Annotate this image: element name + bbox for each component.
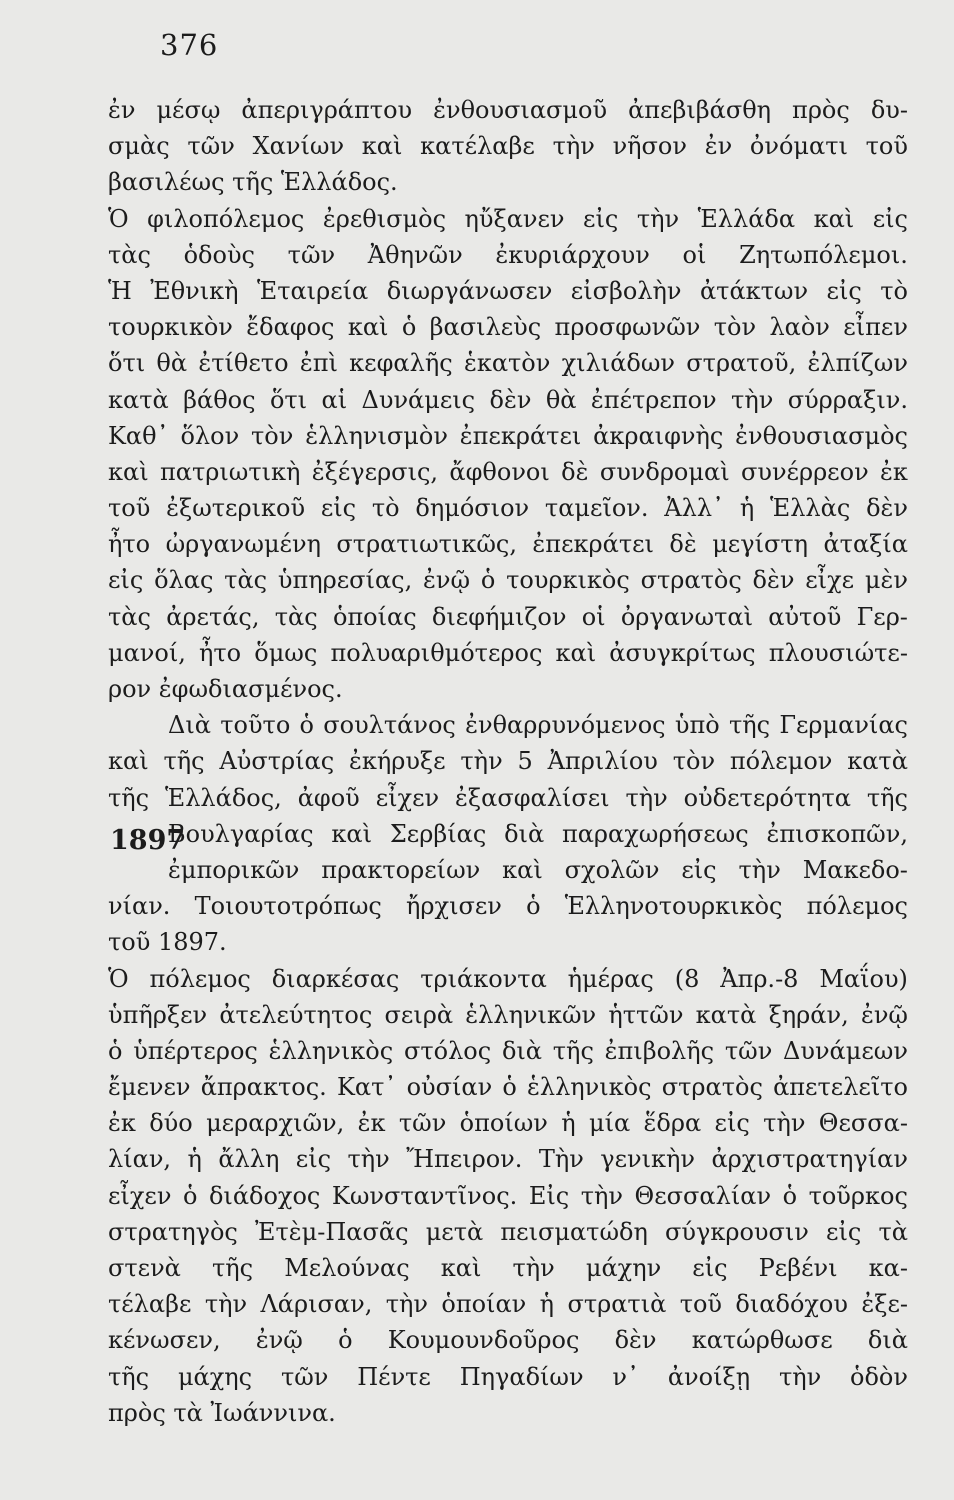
text-line: τὰς ἀρετάς, τὰς ὁποίας διεφήμιζον οἱ ὀργανωταὶ αὐτοῦ Γερ- bbox=[108, 602, 908, 631]
text-line: καὶ πατριωτικὴ ἐξέγερσις, ἄφθονοι δὲ συνδρομαὶ συνέρρεον ἐκ bbox=[108, 457, 908, 486]
text-line: Ἡ Ἐθνικὴ Ἑταιρεία διωργάνωσεν εἰσβολὴν ἀτάκτων εἰς τὸ bbox=[108, 276, 908, 305]
text-line: σμὰς τῶν Χανίων καὶ κατέλαβε τὴν νῆσον ἐν ὀνόματι τοῦ bbox=[108, 132, 908, 161]
page-number: 376 bbox=[160, 28, 219, 62]
text-line: ἐν μέσῳ ἀπεριγράπτου ἐνθουσιασμοῦ ἀπεβιβάσθη πρὸς δυ- bbox=[108, 96, 908, 124]
text-line: καὶ τῆς Αὐστρίας ἐκήρυξε τὴν 5 Ἀπριλίου τὸν πόλεμον κατὰ bbox=[108, 747, 908, 776]
text-line: στενὰ τῆς Μελούνας καὶ τὴν μάχην εἰς Ρεβένι κα- bbox=[108, 1254, 908, 1282]
text-line: στρατηγὸς Ἐτὲμ-Πασᾶς μετὰ πεισματώδη σύγκρουσιν εἰς τὰ bbox=[108, 1217, 908, 1246]
text-line: ρον ἐφωδιασμένος. bbox=[108, 675, 343, 703]
text-line: τὰς ὁδοὺς τῶν Ἀθηνῶν ἐκυριάρχουν οἱ Ζητωπόλεμοι. bbox=[108, 240, 908, 269]
text-line: τῆς μάχης τῶν Πέντε Πηγαδίων ν᾽ ἀνοίξῃ τὴν ὁδὸν bbox=[108, 1362, 908, 1391]
text-line: κένωσεν, ἐνῷ ὁ Κουμουνδοῦρος δὲν κατώρθωσε διὰ bbox=[108, 1326, 908, 1355]
margin-year: 1897 bbox=[110, 825, 186, 856]
text-line: Διὰ τοῦτο ὁ σουλτάνος ἐνθαρρυνόμενος ὑπὸ τῆς Γερμανίας bbox=[168, 711, 908, 740]
text-line: εἶχεν ὁ διάδοχος Κωνσταντῖνος. Εἰς τὴν Θεσσαλίαν ὁ τοῦρκος bbox=[108, 1181, 908, 1210]
text-line: ἦτο ὠργανωμένη στρατιωτικῶς, ἐπεκράτει δὲ μεγίστη ἀταξία bbox=[108, 530, 908, 559]
text-line: τέλαβε τὴν Λάρισαν, τὴν ὁποίαν ἡ στρατιὰ τοῦ διαδόχου ἐξε- bbox=[108, 1290, 908, 1319]
text-line: ἐμπορικῶν πρακτορείων καὶ σχολῶν εἰς τὴν Μακεδο- bbox=[168, 855, 908, 884]
text-line: Ὁ πόλεμος διαρκέσας τριάκοντα ἡμέρας (8 Ἀπρ.-8 Μαΐου) bbox=[108, 964, 908, 993]
text-line: βασιλέως τῆς Ἑλλάδος. bbox=[108, 168, 398, 197]
text-line: Καθ᾽ ὅλον τὸν ἑλληνισμὸν ἐπεκράτει ἀκραιφνὴς ἐνθουσιασμὸς bbox=[108, 421, 908, 450]
text-line: ἐκ δύο μεραρχιῶν, ἐκ τῶν ὁποίων ἡ μία ἕδρα εἰς τὴν Θεσσα- bbox=[108, 1109, 908, 1138]
text-line: εἰς ὅλας τὰς ὑπηρεσίας, ἐνῷ ὁ τουρκικὸς στρατὸς δὲν εἶχε μὲν bbox=[108, 566, 908, 595]
text-line: ὑπῆρξεν ἀτελεύτητος σειρὰ ἑλληνικῶν ἡττῶν κατὰ ξηράν, ἐνῷ bbox=[108, 1000, 908, 1029]
text-line: μανοί, ἦτο ὅμως πολυαριθμότερος καὶ ἀσυγκρίτως πλουσιώτε- bbox=[108, 638, 908, 667]
body-text bbox=[108, 92, 908, 1431]
text-line: κατὰ βάθος ὅτι αἱ Δυνάμεις δὲν θὰ ἐπέτρεπον τὴν σύρραξιν. bbox=[108, 385, 908, 414]
text-line: νίαν. Τοιουτοτρόπως ἤρχισεν ὁ Ἑλληνοτουρκικὸς πόλεμος bbox=[108, 892, 908, 921]
text-line: τουρκικὸν ἔδαφος καὶ ὁ βασιλεὺς προσφωνῶν τὸν λαὸν εἶπεν bbox=[108, 313, 908, 342]
text-line: τῆς Ἑλλάδος, ἀφοῦ εἶχεν ἐξασφαλίσει τὴν οὐδετερότητα τῆς bbox=[108, 783, 908, 812]
text-line: ἔμενεν ἄπρακτος. Κατ᾽ οὐσίαν ὁ ἑλληνικὸς στρατὸς ἀπετελεῖτο bbox=[108, 1073, 908, 1102]
text-line: Βουλγαρίας καὶ Σερβίας διὰ παραχωρήσεως ἐπισκοπῶν, bbox=[168, 819, 908, 848]
text-line: ὁ ὑπέρτερος ἑλληνικὸς στόλος διὰ τῆς ἐπιβολῆς τῶν Δυνάμεων bbox=[108, 1036, 908, 1065]
text-line: τοῦ 1897. bbox=[108, 928, 227, 957]
text-line: Ὁ φιλοπόλεμος ἐρεθισμὸς ηὔξανεν εἰς τὴν Ἑλλάδα καὶ εἰς bbox=[108, 204, 908, 233]
text-line: τοῦ ἐξωτερικοῦ εἰς τὸ δημόσιον ταμεῖον. Ἀλλ᾽ ἡ Ἑλλὰς δὲν bbox=[108, 494, 908, 523]
text-line: πρὸς τὰ Ἰωάννινα. bbox=[108, 1398, 336, 1427]
text-line: λίαν, ἡ ἄλλη εἰς τὴν Ἤπειρον. Τὴν γενικὴν ἀρχιστρατηγίαν bbox=[108, 1145, 908, 1174]
text-line: ὅτι θὰ ἐτίθετο ἐπὶ κεφαλῆς ἑκατὸν χιλιάδων στρατοῦ, ἐλπίζων bbox=[108, 349, 908, 378]
